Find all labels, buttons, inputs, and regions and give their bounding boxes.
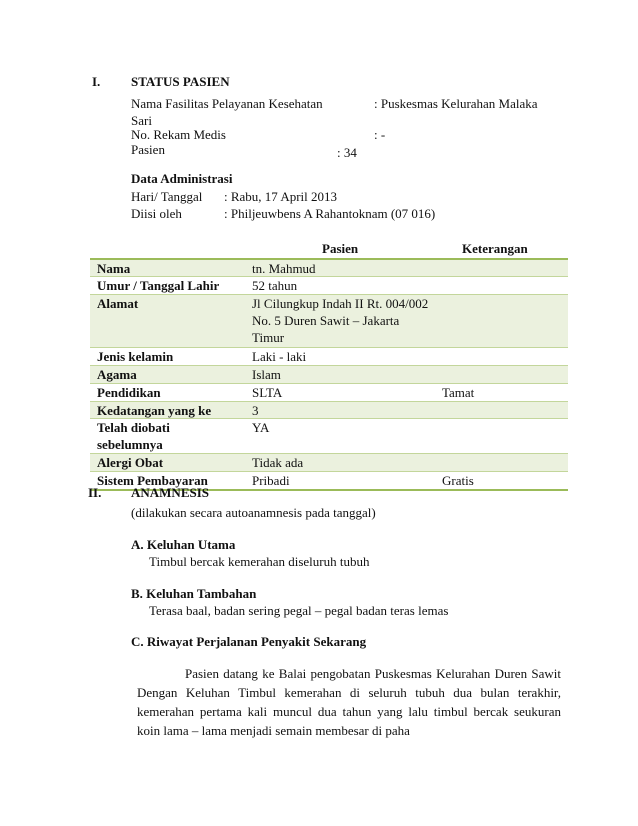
subsection-title-riwayat: C. Riwayat Perjalanan Penyakit Sekarang [131, 634, 367, 649]
row-label: Pendidikan [97, 385, 161, 400]
field-value: : 34 [337, 145, 357, 160]
row-note: Tamat [442, 385, 475, 400]
field-label: Hari/ Tanggal [131, 189, 203, 204]
table-row [90, 419, 568, 454]
section-number: I. [92, 74, 101, 89]
table-row [90, 277, 568, 295]
field-label: Pasien [131, 142, 165, 157]
field-label: Diisi oleh [131, 206, 182, 221]
section-subtitle: (dilakukan secara autoanamnesis pada tanggal) [131, 505, 376, 520]
row-label: Nama [97, 261, 131, 276]
row-note: Gratis [442, 473, 474, 488]
row-label: Jenis kelamin [97, 349, 174, 364]
column-header-keterangan: Keterangan [462, 241, 528, 256]
admin-title: Data Administrasi [131, 171, 233, 186]
row-value: 3 [252, 403, 259, 418]
row-value: 52 tahun [252, 278, 298, 293]
row-value: Laki - laki [252, 349, 307, 364]
row-label: Telah diobati sebelumnya [97, 420, 170, 452]
field-value: : Puskesmas Kelurahan Malaka [374, 96, 538, 111]
section-number: II. [88, 485, 102, 500]
table-row [90, 260, 568, 277]
body-paragraph: Pasien datang ke Balai pengobatan Puskesmas Kelurahan Duren Sawit Dengan Keluhan Timbul kemerahan di seluruh tubuh dua bulan terakhir, kemerahan pertama kali muncul dua tahun yang lalu timbul bercak seukuran koin lama – lama menjadi semain membesar di paha [137, 666, 561, 738]
row-label: Alergi Obat [97, 455, 164, 470]
field-label: Nama Fasilitas Pelayanan Kesehatan [131, 96, 323, 111]
row-value: SLTA [252, 385, 283, 400]
row-value: YA [252, 420, 270, 435]
table-row [90, 295, 568, 348]
row-value: Jl Cilungkup Indah II Rt. 004/002 No. 5 Duren Sawit – Jakarta Timur [252, 296, 429, 345]
row-label: Sistem Pembayaran [97, 473, 208, 488]
section-title: ANAMNESIS [131, 485, 210, 500]
row-value: Pribadi [252, 473, 290, 488]
table-row [90, 384, 568, 402]
subsection-title-keluhan-utama: A. Keluhan Utama [131, 537, 236, 552]
table-row [90, 454, 568, 472]
table-row [90, 348, 568, 366]
table-header [90, 240, 568, 260]
field-value: : - [374, 127, 386, 142]
row-value: Tidak ada [252, 455, 304, 470]
row-value: tn. Mahmud [252, 261, 316, 276]
subsection-text: Timbul bercak kemerahan diseluruh tubuh [149, 554, 370, 569]
column-header-pasien: Pasien [322, 241, 359, 256]
field-value: : Philjeuwbens A Rahantoknam (07 016) [224, 206, 436, 221]
row-label: Umur / Tanggal Lahir [97, 278, 220, 293]
field-label: No. Rekam Medis [131, 127, 226, 142]
section-title: STATUS PASIEN [131, 74, 230, 89]
subsection-title-keluhan-tambahan: B. Keluhan Tambahan [131, 586, 257, 601]
table-row [90, 402, 568, 419]
row-label: Alamat [97, 296, 139, 311]
row-label: Agama [97, 367, 137, 382]
field-value-continuation: Sari [131, 113, 152, 128]
subsection-text: Terasa baal, badan sering pegal – pegal badan teras lemas [149, 603, 449, 618]
table-row [90, 366, 568, 384]
row-value: Islam [252, 367, 281, 382]
row-label: Kedatangan yang ke [97, 403, 212, 418]
field-value: : Rabu, 17 April 2013 [224, 189, 338, 204]
patient-table [90, 240, 568, 491]
